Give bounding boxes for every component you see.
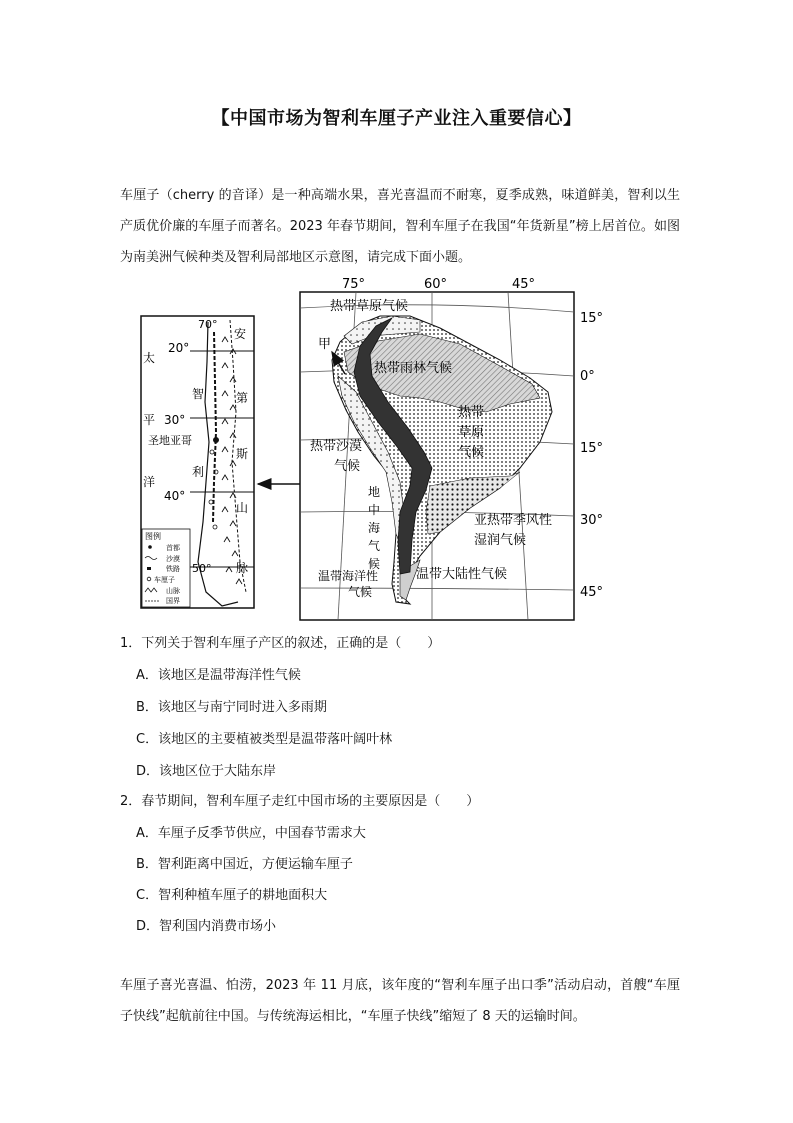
lat-label: 15° bbox=[580, 311, 604, 326]
legend-item: 铁路 bbox=[166, 565, 180, 573]
legend bbox=[142, 529, 190, 607]
zone-label: 热带 bbox=[458, 405, 485, 420]
question-2-option-b[interactable]: B．智利距离中国近，方便运输车厘子 bbox=[136, 857, 353, 872]
zone-label: 湿润气候 bbox=[474, 533, 527, 548]
range-label: 山 bbox=[236, 501, 249, 515]
zone-label: 气候 bbox=[348, 585, 373, 599]
range-label: 斯 bbox=[236, 447, 249, 461]
zone-label: 气 bbox=[368, 539, 381, 553]
question-1-option-c[interactable]: C．该地区的主要植被类型是温带落叶阔叶林 bbox=[136, 732, 393, 747]
lon-label: 60° bbox=[424, 277, 448, 292]
closing-paragraph: 车厘子喜光喜温、怕涝，2023 年 11 月底，该年度的“智利车厘子出口季”活动启动，首艘“车厘子快线”起航前往中国。与传统海运相比，“车厘子快线”缩短了 8 天的运输时间。 bbox=[120, 978, 680, 1024]
range-label: 安 bbox=[234, 327, 247, 341]
legend-item: 首都 bbox=[166, 544, 180, 552]
question-1-option-a[interactable]: A．该地区是温带海洋性气候 bbox=[136, 668, 301, 683]
question-1-option-d[interactable]: D．该地区位于大陆东岸 bbox=[136, 764, 277, 779]
railway-icon bbox=[147, 567, 151, 570]
zone-label: 温带海洋性 bbox=[318, 569, 379, 583]
zone-label: 候 bbox=[368, 557, 381, 571]
arrow-label: 甲 bbox=[318, 337, 332, 352]
lat-label: 45° bbox=[580, 585, 604, 600]
legend-item: 山脉 bbox=[166, 587, 180, 595]
question-2-option-a[interactable]: A．车厘子反季节供应，中国春节需求大 bbox=[136, 826, 366, 841]
legend-item: 国界 bbox=[166, 597, 180, 605]
south-america-map bbox=[300, 277, 603, 620]
lat-label: 70° bbox=[198, 318, 218, 331]
question-1-stem: 1．下列关于智利车厘子产区的叙述，正确的是（ ） bbox=[120, 636, 441, 651]
page-title: 【中国市场为智利车厘子产业注入重要信心】 bbox=[211, 108, 582, 129]
zone-label: 温带大陆性气候 bbox=[416, 567, 508, 582]
zone-label: 地 bbox=[368, 485, 381, 499]
zone-label: 热带草原气候 bbox=[330, 299, 409, 314]
zone-label: 热带雨林气候 bbox=[374, 361, 453, 376]
lat-label: 40° bbox=[164, 489, 186, 503]
country-label: 智 bbox=[192, 387, 205, 401]
ocean-label: 洋 bbox=[143, 475, 156, 489]
legend-title: 图例 bbox=[145, 532, 161, 541]
capital-marker bbox=[213, 437, 219, 443]
country-label: 利 bbox=[192, 465, 205, 479]
ocean-label: 平 bbox=[143, 413, 156, 427]
chile-map bbox=[141, 316, 254, 608]
capital-icon bbox=[148, 545, 152, 549]
question-2-option-d[interactable]: D．智利国内消费市场小 bbox=[136, 919, 277, 934]
range-label: 第 bbox=[236, 391, 249, 405]
lat-label: 15° bbox=[580, 441, 604, 456]
figure bbox=[0, 272, 793, 622]
question-2-stem: 2．春节期间，智利车厘子走红中国市场的主要原因是（ ） bbox=[120, 794, 480, 809]
zone-label: 海 bbox=[368, 521, 381, 535]
range-label: 脉 bbox=[236, 561, 249, 575]
legend-item: 车厘子 bbox=[154, 576, 175, 584]
legend-item: 沙漠 bbox=[166, 555, 180, 563]
lat-label: 20° bbox=[168, 341, 190, 355]
zone-label: 热带沙漠 bbox=[310, 439, 363, 454]
zone-label: 亚热带季风性 bbox=[474, 513, 553, 528]
lon-label: 45° bbox=[512, 277, 536, 292]
lon-label: 75° bbox=[342, 277, 366, 292]
zone-label: 中 bbox=[368, 503, 381, 517]
zone-label: 草原 bbox=[458, 425, 485, 440]
zone-label: 气候 bbox=[334, 459, 361, 474]
question-2-option-c[interactable]: C．智利种植车厘子的耕地面积大 bbox=[136, 888, 328, 903]
city-label: 圣地亚哥 bbox=[148, 434, 192, 447]
lat-label: 30° bbox=[164, 413, 186, 427]
zone-label: 气候 bbox=[458, 445, 485, 460]
lat-label: 30° bbox=[580, 513, 604, 528]
question-1-option-b[interactable]: B．该地区与南宁同时进入多雨期 bbox=[136, 700, 327, 715]
ocean-label: 太 bbox=[143, 351, 156, 365]
lat-label: 0° bbox=[580, 369, 595, 384]
lat-label: 50° bbox=[192, 562, 212, 575]
intro-paragraph: 车厘子（cherry 的音译）是一种高端水果，喜光喜温而不耐寒，夏季成熟，味道鲜美，智利以生产质优价廉的车厘子而著名。2023 年春节期间，智利车厘子在我国“年货新星”榜上居首位。如图为南美洲气候种类及智利局部地区示意图，请完成下面小题。 bbox=[120, 188, 680, 265]
